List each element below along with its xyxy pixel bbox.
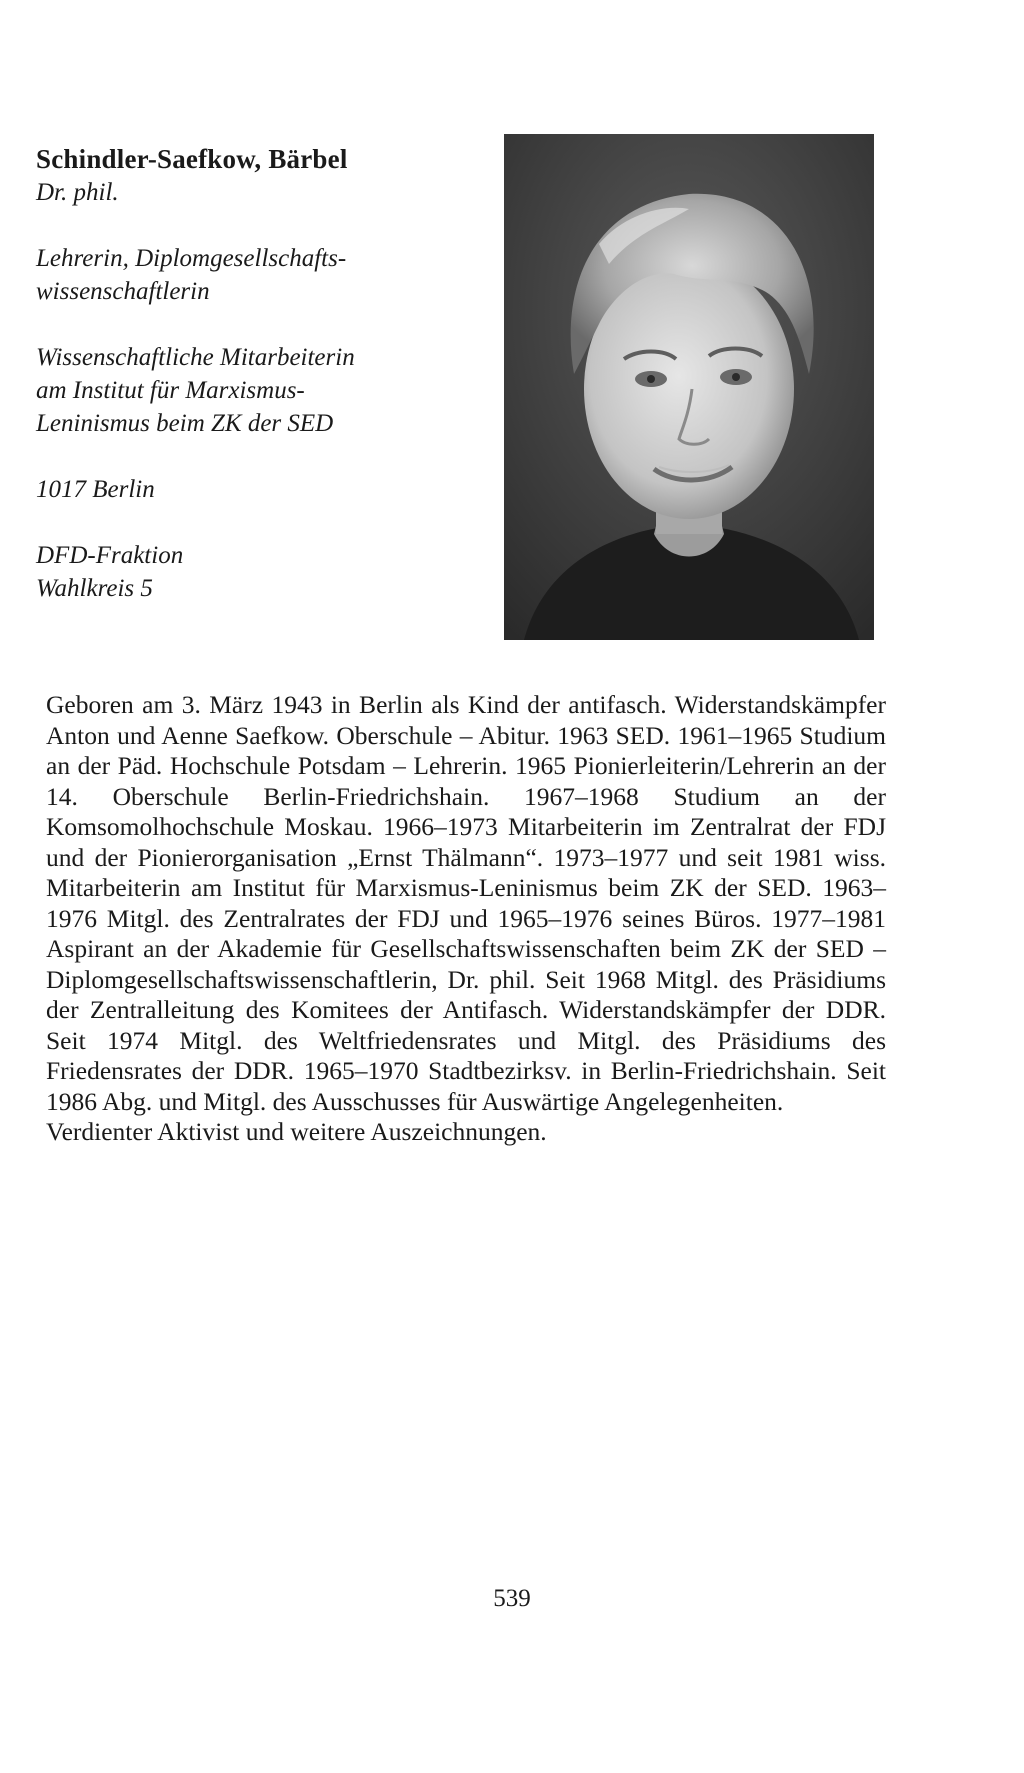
profession-line: wissenschaftlerin (36, 278, 210, 305)
entry-header (36, 143, 476, 605)
biography (46, 690, 886, 1148)
position-line: Leninismus beim ZK der SED (36, 410, 334, 437)
biography-text: Geboren am 3. März 1943 in Berlin als Kind der antifasch. Widerstandskämpfer Anton und Aenne Saefkow. Oberschule – Abitur. 1963 SED. 1961–1965 Studium an der Päd. Hochschule Potsdam – Lehrerin. 1965 Pionierleiterin/Lehrerin an der 14. Oberschule Berlin-Friedrichshain. 1967–1968 Studium an der Komsomolhochschule Moskau. 1966–1973 Mitarbeiterin im Zentralrat der FDJ und der Pionierorganisation „Ernst Thälmann“. 1973–1977 und seit 1981 wiss. Mitarbeiterin am Institut für Marxismus-Leninismus beim ZK der SED. 1963–1976 Mitgl. des Zentralrates der FDJ und 1965–1976 seines Büros. 1977–1981 Aspirant an der Akademie für Gesellschaftswissenschaften beim ZK der SED – Diplomgesellschaftswissenschaftlerin, Dr. phil. Seit 1968 Mitgl. des Präsidiums der Zentralleitung des Komitees der Antifasch. Widerstandskämpfer der DDR. Seit 1974 Mitgl. des Weltfriedensrates und Mitgl. des Präsidiums des Friedensrates der DDR. 1965–1970 Stadtbezirksv. in Berlin-Friedrichshain. Seit 1986 Abg. und Mitgl. des Ausschusses für Auswärtige Angelegenheiten. (46, 690, 886, 1116)
constituency: Wahlkreis 5 (36, 575, 153, 602)
position-line: am Institut für Marxismus- (36, 377, 305, 404)
person-name: Schindler-Saefkow, Bärbel (36, 144, 348, 174)
position-line: Wissenschaftliche Mitarbeiterin (36, 344, 355, 371)
location-block (36, 473, 476, 506)
portrait-photo (504, 134, 874, 640)
location: 1017 Berlin (36, 476, 155, 503)
faction: DFD-Fraktion (36, 542, 184, 569)
academic-degree: Dr. phil. (36, 179, 119, 206)
profession-line: Lehrerin, Diplomgesellschafts- (36, 245, 347, 272)
position-block (36, 341, 476, 440)
faction-block (36, 539, 476, 605)
page-number: 539 (493, 1585, 531, 1612)
profession-block (36, 242, 476, 308)
awards-line: Verdienter Aktivist und weitere Auszeichnungen. (46, 1117, 547, 1146)
